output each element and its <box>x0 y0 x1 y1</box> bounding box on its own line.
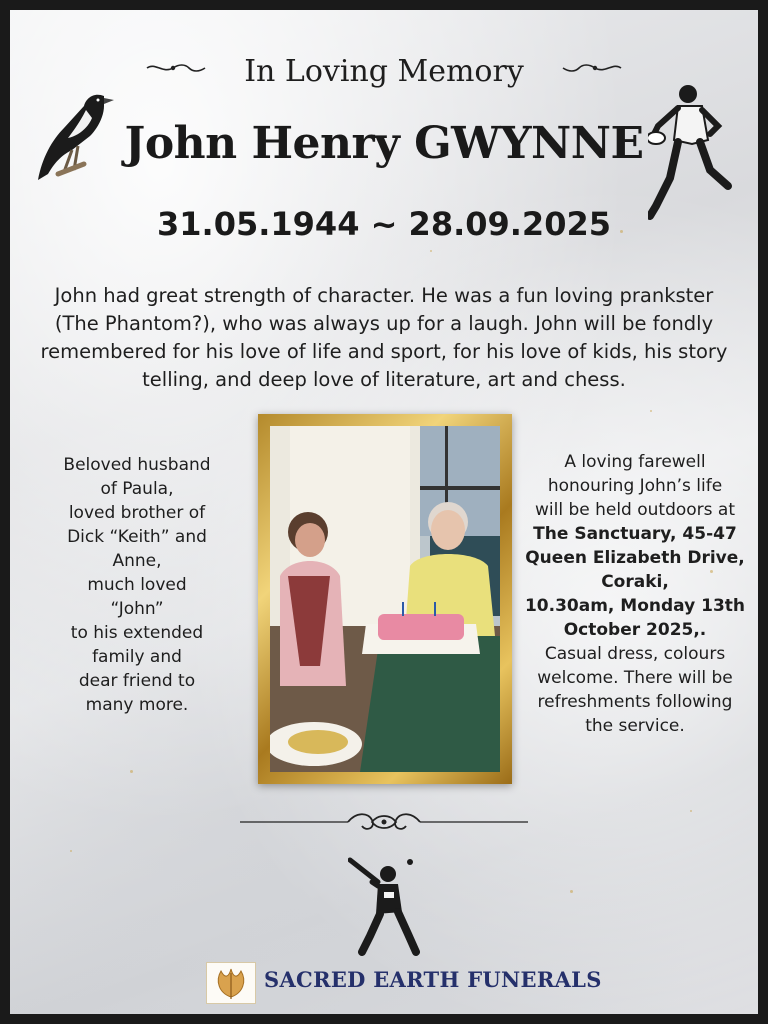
photo-illustration <box>270 426 500 772</box>
service-line: will be held outdoors at <box>534 500 736 520</box>
family-line: to his extended <box>70 623 204 643</box>
family-line: of Paula, <box>100 479 174 499</box>
family-line: Dick “Keith” and <box>67 527 207 547</box>
family-line: Anne, <box>112 551 162 571</box>
service-line: welcome. There will be <box>537 668 733 688</box>
funeral-director-brand <box>206 962 602 1002</box>
divider-flourish-icon <box>238 810 530 834</box>
leaf-logo-icon <box>206 962 256 1004</box>
service-venue: Coraki, <box>601 572 669 592</box>
service-line: refreshments following <box>537 692 733 712</box>
life-dates: 31.05.1944 ~ 28.09.2025 <box>157 205 611 243</box>
service-time: 10.30am, Monday 13th <box>524 596 746 616</box>
heading: In Loving Memory <box>244 54 524 89</box>
family-line: loved brother of <box>68 503 206 523</box>
rugby-player-icon <box>648 82 732 222</box>
family-line: Beloved husband <box>63 455 211 475</box>
deceased-name: John Henry GWYNNE <box>124 118 644 169</box>
service-time: October 2025,. <box>563 620 707 640</box>
service-line: honouring John’s life <box>547 476 723 496</box>
family-list <box>40 453 234 717</box>
sparkle <box>650 410 652 412</box>
service-venue: The Sanctuary, 45-47 <box>533 524 737 544</box>
family-line: much loved <box>87 575 187 595</box>
brand-name: SACRED EARTH FUNERALS <box>264 967 602 992</box>
service-line: the service. <box>585 716 685 736</box>
family-line: “John” <box>110 599 164 619</box>
family-line: family and <box>92 647 182 667</box>
family-line: dear friend to <box>78 671 196 691</box>
family-line: many more. <box>85 695 189 715</box>
cricket-batsman-icon <box>348 856 424 956</box>
tribute-paragraph: John had great strength of character. He was a fun loving prankster (The Phantom?), who was always up for a laugh. John will be fondly remembered for his love of life and sport, for his love of kids, his story telling, and deep love of literature, art and chess. <box>40 284 728 391</box>
service-details <box>518 450 752 738</box>
memorial-notice <box>10 10 758 1014</box>
service-line: A loving farewell <box>564 452 706 472</box>
sparkle <box>70 850 72 852</box>
sparkle <box>690 810 692 812</box>
service-line: Casual dress, colours <box>544 644 726 664</box>
magpie-bird-icon <box>34 88 118 188</box>
memorial-photo <box>270 426 500 772</box>
sparkle <box>430 250 432 252</box>
service-venue: Queen Elizabeth Drive, <box>525 548 745 568</box>
sparkle <box>130 770 133 773</box>
photo-frame <box>258 414 512 784</box>
sparkle <box>570 890 573 893</box>
